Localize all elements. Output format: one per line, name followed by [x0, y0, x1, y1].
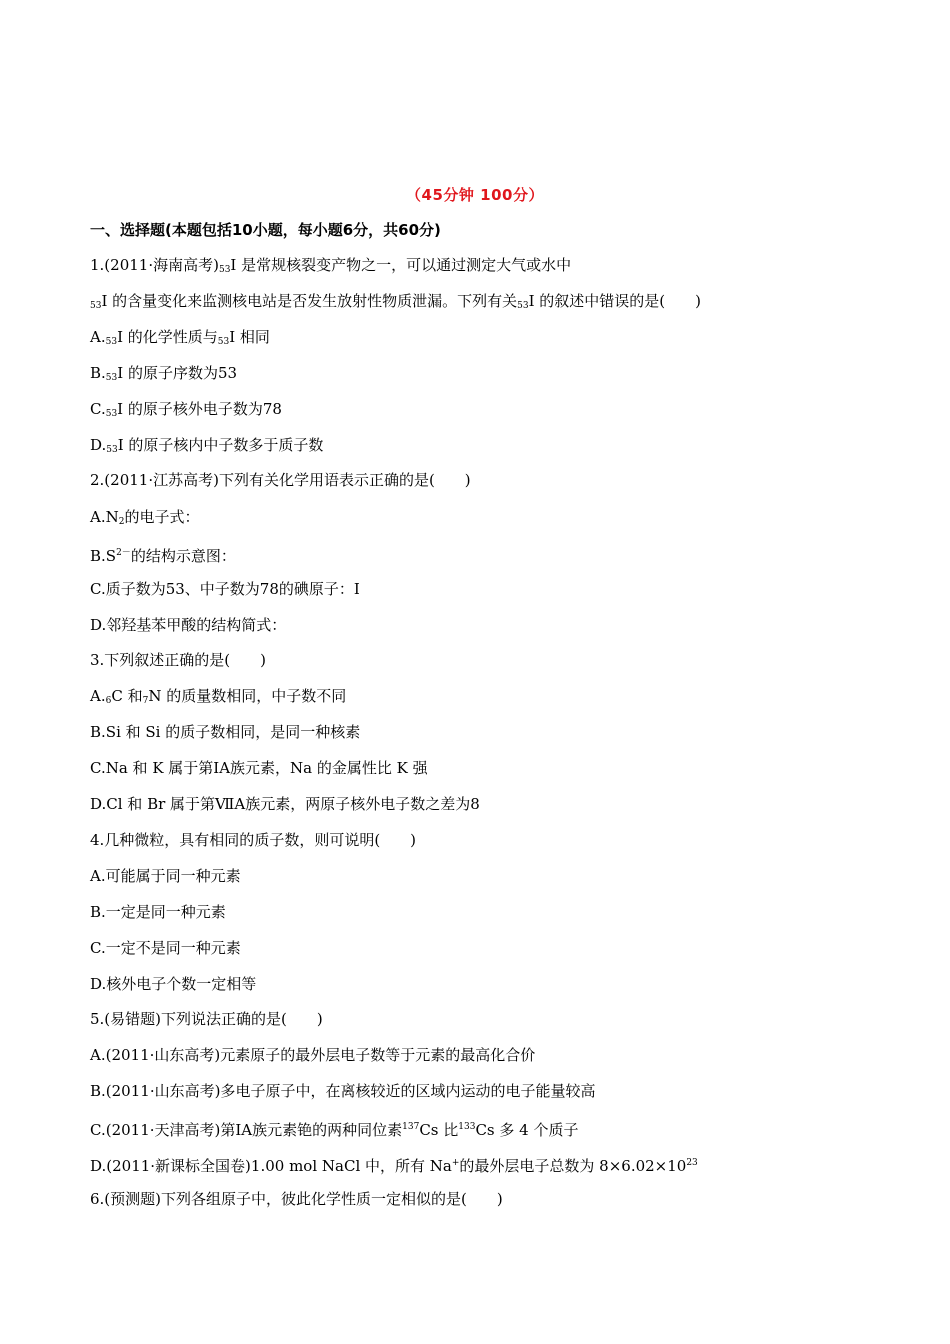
- question-1-option-a: $A._{53}I$ 的化学性质与$_{53}$I 相同: [90, 328, 270, 347]
- question-1-option-d: $D._{53}I$ 的原子核内中子数多于质子数: [90, 436, 324, 455]
- question-5-option-b: B.(2011·山东高考)多电子原子中，在离核较近的区域内运动的电子能量较高: [90, 1082, 596, 1100]
- question-1-stem: 1.(2011·海南高考)$_{53}I$ 是常规核裂变产物之一，可以通过测定大气或水中: [90, 256, 572, 275]
- question-1-stem-cont: $_{53}$I 的含量变化来监测核电站是否发生放射性物质泄漏。下列有关$_{53}$I 的叙述中错误的是( ): [90, 292, 702, 311]
- question-2-stem: 2.(2011·江苏高考)下列有关化学用语表示正确的是( ): [90, 471, 471, 489]
- question-3-option-b: B.Si 和 Si 的质子数相同，是同一种核素: [90, 723, 361, 741]
- question-2-option-c: C.质子数为53、中子数为78的碘原子：I: [90, 580, 360, 598]
- question-3-option-a: $A._6C$ 和$_7$N 的质量数相同，中子数不同: [90, 687, 347, 706]
- question-5-option-d: D.(2011·新课标全国卷)1.00 mol NaCl 中，所有 Na+的最外层电子总数为 $8\times 6.02\times 10^{23}$: [90, 1157, 698, 1175]
- question-4-option-b: B.一定是同一种元素: [90, 903, 226, 921]
- question-6-stem: 6.(预测题)下列各组原子中，彼此化学性质一定相似的是( ): [90, 1190, 503, 1208]
- question-2-option-a: $A.N_2$的电子式：: [90, 508, 200, 527]
- question-2-option-d: D.邻羟基苯甲酸的结构简式：: [90, 616, 287, 634]
- question-4-option-c: C.一定不是同一种元素: [90, 939, 241, 957]
- question-4-option-a: A.可能属于同一种元素: [90, 867, 241, 885]
- question-1-option-c: $C._{53}I$ 的原子核外电子数为78: [90, 400, 282, 419]
- section-heading: 一、选择题(本题包括10小题，每小题6分，共60分): [90, 221, 441, 239]
- question-2-option-b: $B.S^{2-}$的结构示意图：: [90, 547, 236, 565]
- question-4-option-d: D.核外电子个数一定相等: [90, 975, 257, 993]
- question-5-option-a: A.(2011·山东高考)元素原子的最外层电子数等于元素的最高化合价: [90, 1046, 536, 1064]
- exam-title: （45分钟 100分）: [406, 186, 544, 204]
- question-1-option-b: $B._{53}I$ 的原子序数为53: [90, 364, 238, 383]
- question-3-option-c: C.Na 和 K 属于第ⅠA族元素，Na 的金属性比 K 强: [90, 759, 428, 777]
- question-5-option-c: C.(2011·天津高考)第ⅠA族元素铯的两种同位素$^{137}$Cs 比$^{133}$Cs 多 4 个质子: [90, 1121, 579, 1139]
- question-5-stem: 5.(易错题)下列说法正确的是( ): [90, 1010, 323, 1028]
- question-4-stem: 4.几种微粒，具有相同的质子数，则可说明( ): [90, 831, 417, 849]
- question-3-stem: 3.下列叙述正确的是( ): [90, 651, 267, 669]
- question-3-option-d: D.Cl 和 Br 属于第ⅦA族元素，两原子核外电子数之差为8: [90, 795, 480, 813]
